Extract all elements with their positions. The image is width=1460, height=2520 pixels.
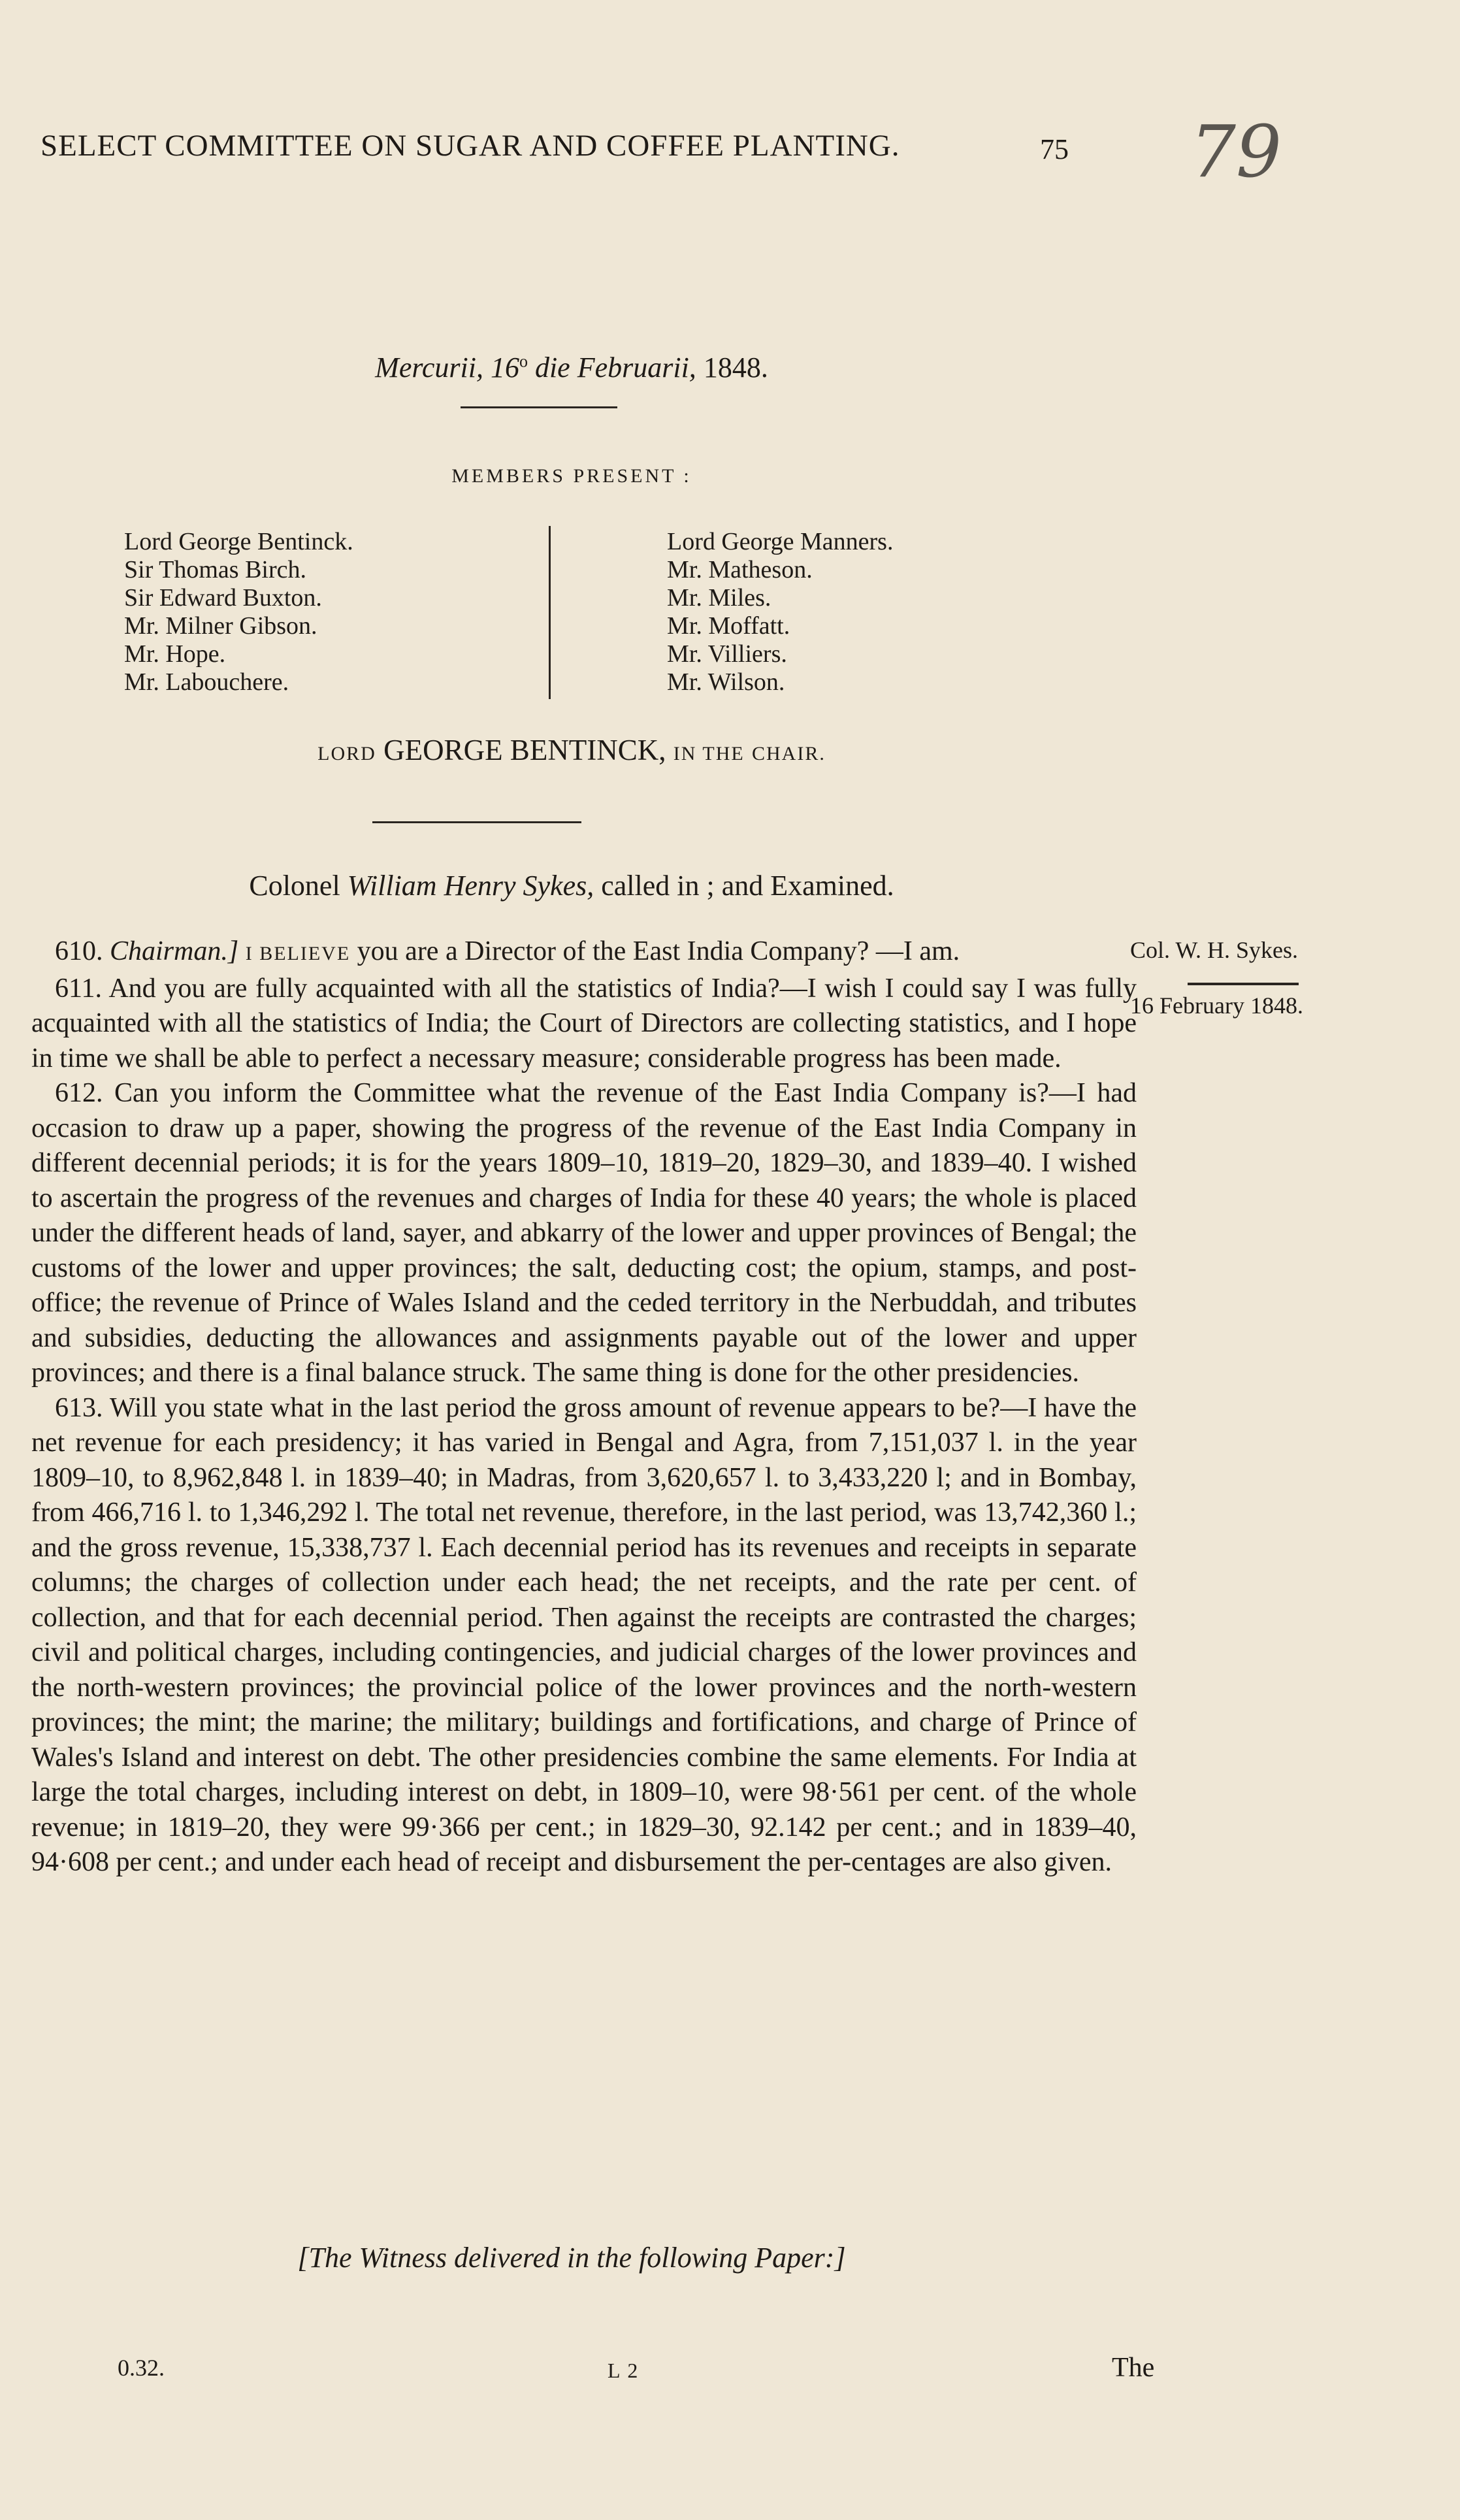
member-name: Mr. Labouchere. [124,668,289,696]
member-name: Mr. Miles. [667,584,771,612]
chair-lord: LORD [317,743,376,764]
chair-in-the: IN THE [673,743,745,764]
dateline-prefix: Mercurii, 16 [375,352,519,384]
question-612: 612. Can you inform the Committee what the revenue of the East India Company is?—I had occasion to draw up a paper, showing the progress of the revenue of the East India Company in different decennial periods; it is for the years 1809–10, 1819–20, 1829–30, and 1839–40. I wished to ascertain the progress of the revenues and charges of India for these 40 years; the whole is placed under the different heads of land, sayer, and abkarry of the lower and upper provinces of Bengal; the customs of the lower and upper provinces; the salt, deducting cost; the opium, stamps, and post-office; the revenue of Prince of Wales Island and the ceded territory in the Nerbuddah, and tributes and subsidies, deducting the allowances and assignments payable out of the lower and upper provinces; and there is a final balance struck. The same thing is done for the other presidencies. [31,1078,1137,1388]
member-name: Mr. Wilson. [667,668,785,696]
question-613: 613. Will you state what in the last period the gross amount of revenue appears to be?—I have the net revenue for each presidency; it has varied in Bengal and Agra, from 7,151,037 l. in the year 1809–10, to 8,962,848 l. in 1839–40; in Madras, from 3,620,657 l. to 3,433,220 l; and in Bombay, from 466,716 l. to 1,346,292 l. The total net revenue, therefore, in the last period, was 13,742,360 l.; and the gross revenue, 15,338,737 l. Each decennial period has its revenues and receipts in separate columns; the charges of collection under each head; the net receipts, and the rate per cent. of collection, and that for each decennial period. Then against the receipts are contrasted the charges; civil and political charges, including contingencies, and judicial charges of the lower provinces and the north-western provinces; the provincial police of the lower provinces and the north-western provinces; the mint; the marine; the military; buildings and fortifications, and charge of Prince of Wales's Island and interest on debt. The other presidencies combine the same elements. For India at large the total charges, including interest on debt, in 1809–10, were 98·561 per cent. of the whole revenue; in 1819–20, they were 99·366 per cent.; in 1829–30, 92.142 per cent.; and in 1839–40, 94·608 per cent.; and under each head of receipt and disbursement the per-centages are also given. [31,1392,1137,1877]
member-name: Lord George Manners. [667,528,894,555]
member-name: Lord George Bentinck. [124,528,353,555]
paper-delivered-note: [The Witness delivered in the following Paper:] [297,2242,846,2274]
question-611: 611. And you are fully acquainted with all the statistics of India?—I wish I could say I was fully acquainted with all the statistics of India; the Court of Directors are collecting statistics, and I hope in time we shall be able to perfect a necessary measure; considerable progress has been made. [31,973,1137,1073]
handwritten-folio-number: 79 [1190,110,1282,193]
member-name: Sir Edward Buxton. [124,584,322,612]
member-name: Mr. Hope. [124,640,226,668]
dateline-italic: die Februarii, [534,352,696,384]
members-heading: MEMBERS PRESENT : [451,465,692,487]
members-left-column [124,528,353,696]
page-number: 75 [1040,133,1069,165]
dateline-year: 1848. [703,352,768,384]
footer-signature: 0.32. [118,2355,165,2381]
member-name: Mr. Moffatt. [667,612,790,640]
witness-name: William Henry Sykes, [347,870,594,902]
margin-rule [1188,983,1299,985]
chair-name: GEORGE BENTINCK, [383,734,666,766]
members-right-column [667,528,893,696]
question-610 [31,934,1083,972]
witness-intro [0,869,1143,902]
chair-word: CHAIR. [751,743,826,764]
member-name: Mr. Milner Gibson. [124,612,317,640]
witness-rank: Colonel [249,870,340,902]
members-column-divider [549,526,551,699]
question-text: you are a Director of the East India Company? —I am. [350,936,960,966]
question-number: 610. [55,936,103,966]
divider-rule [372,821,581,823]
session-dateline [0,351,1143,384]
questioner: Chairman.] [110,936,239,966]
opening-words: I BELIEVE [245,943,351,964]
member-name: Mr. Matheson. [667,556,813,583]
witness-called: called in ; and Examined. [601,870,894,902]
catchword: The [1112,2353,1155,2383]
divider-rule [461,406,617,408]
member-name: Mr. Villiers. [667,640,787,668]
running-title: SELECT COMMITTEE ON SUGAR AND COFFEE PLANTING. [41,129,900,163]
footer-signature-mark: L 2 [608,2359,640,2382]
dateline-superscript: o [519,352,528,371]
member-name: Sir Thomas Birch. [124,556,307,583]
margin-witness-name: Col. W. H. Sykes. [1130,937,1299,963]
chair-line [0,733,1143,767]
margin-date: 16 February 1848. [1130,992,1303,1019]
evidence-body [31,934,1137,1880]
